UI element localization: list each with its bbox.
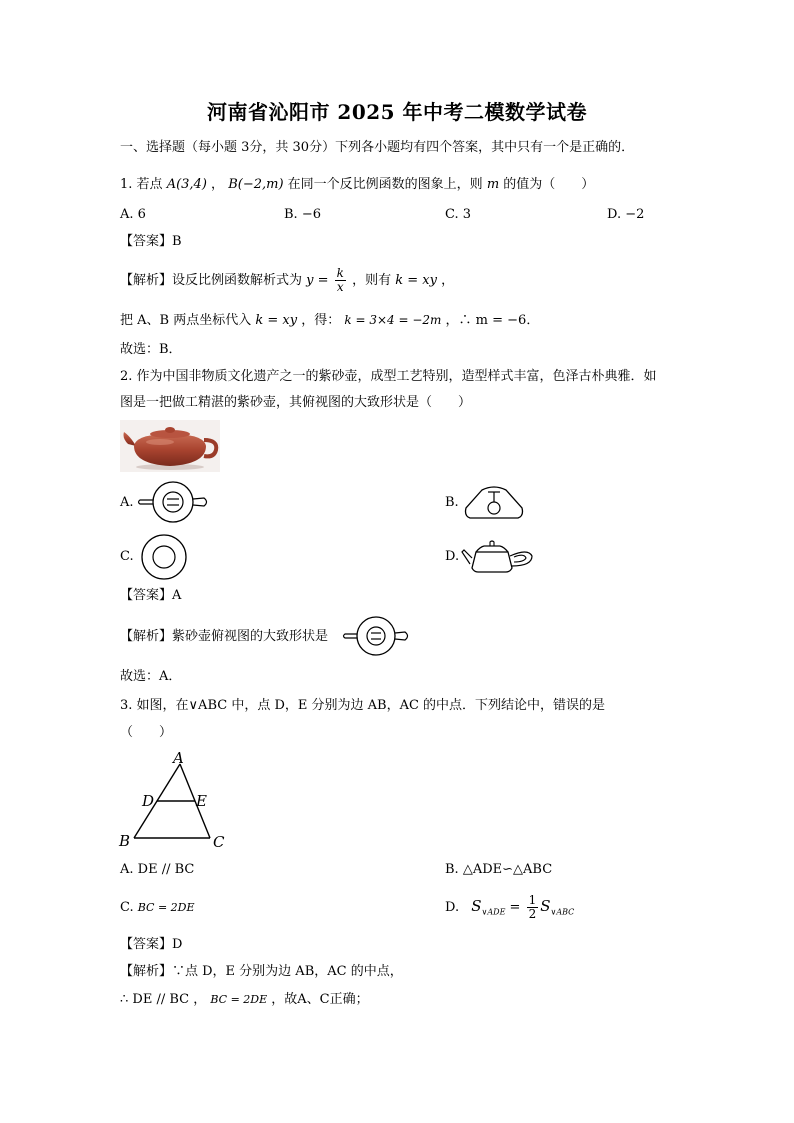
q3-option-a: A. DE // BC bbox=[120, 862, 195, 877]
q1-fraction bbox=[335, 267, 346, 294]
vertex-c-label: C bbox=[213, 833, 225, 851]
q2-label-c: C. bbox=[120, 549, 134, 564]
q1-stem bbox=[120, 176, 594, 194]
q3-analysis-line1: 【解析】∵点 D，E 分别为边 AB，AC 的中点， bbox=[120, 964, 403, 979]
q3-option-d-label: D. bbox=[445, 900, 460, 915]
q1-sub-prefix: 把 A、B 两点坐标代入 bbox=[120, 313, 252, 328]
q3-analysis2-b: BC = 2DE bbox=[210, 993, 268, 1006]
q1-point-a: A(3,4) bbox=[166, 177, 207, 192]
vertex-a-label: A bbox=[173, 749, 184, 767]
q1-option-b: B. −6 bbox=[284, 207, 321, 222]
q1-sub-kxy: k = xy bbox=[255, 313, 298, 328]
q2-option-b-figure bbox=[462, 482, 526, 522]
q3-option-d-den: 2 bbox=[528, 907, 537, 921]
q3-analysis2-sep: ， bbox=[193, 992, 207, 1007]
q3-option-d-sub2: ∨ABC bbox=[550, 907, 575, 917]
q1-stem-end: 的值为（ ） bbox=[503, 177, 595, 192]
q1-stem-mid: 在同一个反比例函数的图象上，则 bbox=[287, 177, 483, 192]
point-d-label: D bbox=[142, 792, 155, 810]
q1-stem-prefix: 1. 若点 bbox=[120, 177, 163, 192]
q1-analysis-mid: ，则有 bbox=[352, 273, 392, 288]
q1-kxy: k = xy bbox=[395, 273, 437, 288]
q2-choose: 故选：A． bbox=[120, 669, 182, 684]
q3-option-c bbox=[120, 899, 195, 917]
q1-sub-eq: k = 3×4 = −2m bbox=[344, 313, 442, 327]
q1-formula-y: y = bbox=[306, 273, 329, 288]
q3-analysis2-a: ∴ DE // BC bbox=[120, 992, 190, 1007]
q3-option-c-math: BC = 2DE bbox=[137, 901, 195, 914]
q2-option-a-figure bbox=[136, 480, 210, 524]
q3-option-d-s1: S bbox=[471, 897, 482, 915]
q1-substitution bbox=[120, 311, 539, 330]
q1-var-m: m bbox=[486, 177, 500, 192]
q3-stem-line1: 3. 如图，在∨ABC 中，点 D，E 分别为边 AB，AC 的中点．下列结论中，错误的是 bbox=[120, 698, 606, 713]
q3-triangle-figure bbox=[116, 750, 236, 850]
q2-option-c-figure bbox=[139, 533, 189, 581]
q2-analysis: 【解析】紫砂壶俯视图的大致形状是 bbox=[120, 629, 329, 644]
q1-option-a: A. 6 bbox=[120, 207, 146, 222]
q1-answer: 【答案】B bbox=[120, 234, 182, 249]
q1-analysis-prefix: 【解析】设反比例函数解析式为 bbox=[120, 273, 303, 288]
q3-option-d-s2: S bbox=[540, 897, 551, 915]
q3-option-d bbox=[445, 886, 574, 933]
q2-answer: 【答案】A bbox=[120, 588, 182, 603]
q3-option-d-sub1: ∨ADE bbox=[481, 907, 506, 917]
q3-option-d-num: 1 bbox=[528, 893, 537, 907]
q2-option-d-figure bbox=[462, 538, 536, 574]
q2-analysis-figure bbox=[341, 615, 411, 657]
q2-stem-line2: 图是一把做工精湛的紫砂壶，其俯视图的大致形状是（ ） bbox=[120, 395, 472, 410]
q2-label-d: D. bbox=[445, 549, 460, 564]
q1-sub-end: ，∴ m = −6． bbox=[445, 313, 540, 328]
q3-analysis-line2 bbox=[120, 991, 369, 1009]
q2-label-a: A. bbox=[120, 495, 134, 510]
point-e-label: E bbox=[196, 792, 207, 810]
q3-analysis2-c: ，故A、C正确； bbox=[271, 992, 369, 1007]
q1-option-d: D. −2 bbox=[607, 207, 645, 222]
q1-sub-mid: ，得： bbox=[301, 313, 341, 328]
page-title: 河南省沁阳市 2025 年中考二模数学试卷 bbox=[206, 100, 588, 124]
q1-frac-num: k bbox=[336, 266, 344, 280]
q3-option-c-label: C. bbox=[120, 900, 134, 915]
q1-choose: 故选：B． bbox=[120, 342, 182, 357]
q1-frac-den: x bbox=[336, 280, 344, 294]
q1-option-c: C. 3 bbox=[445, 207, 472, 222]
q3-answer: 【答案】D bbox=[120, 937, 183, 952]
q1-point-b: B(−2,m) bbox=[228, 177, 284, 192]
q2-label-b: B. bbox=[445, 495, 459, 510]
teapot-photo bbox=[120, 420, 220, 472]
q3-option-b: B. △ADE∽△ABC bbox=[445, 862, 553, 877]
q1-analysis-end: ， bbox=[441, 273, 455, 288]
q3-option-d-fraction bbox=[527, 894, 539, 921]
q3-stem-line2: （ ） bbox=[120, 725, 173, 740]
section-heading: 一、选择题（每小题 3分，共 30分）下列各小题均有四个答案，其中只有一个是正确的． bbox=[120, 140, 635, 155]
q3-option-d-eq: = bbox=[509, 900, 521, 915]
q1-sep: ， bbox=[211, 177, 225, 192]
vertex-b-label: B bbox=[119, 832, 131, 850]
q2-stem-line1: 2. 作为中国非物质文化遗产之一的紫砂壶，成型工艺特别，造型样式丰富，色泽古朴典雅．如 bbox=[120, 369, 657, 384]
q1-analysis bbox=[120, 262, 454, 300]
